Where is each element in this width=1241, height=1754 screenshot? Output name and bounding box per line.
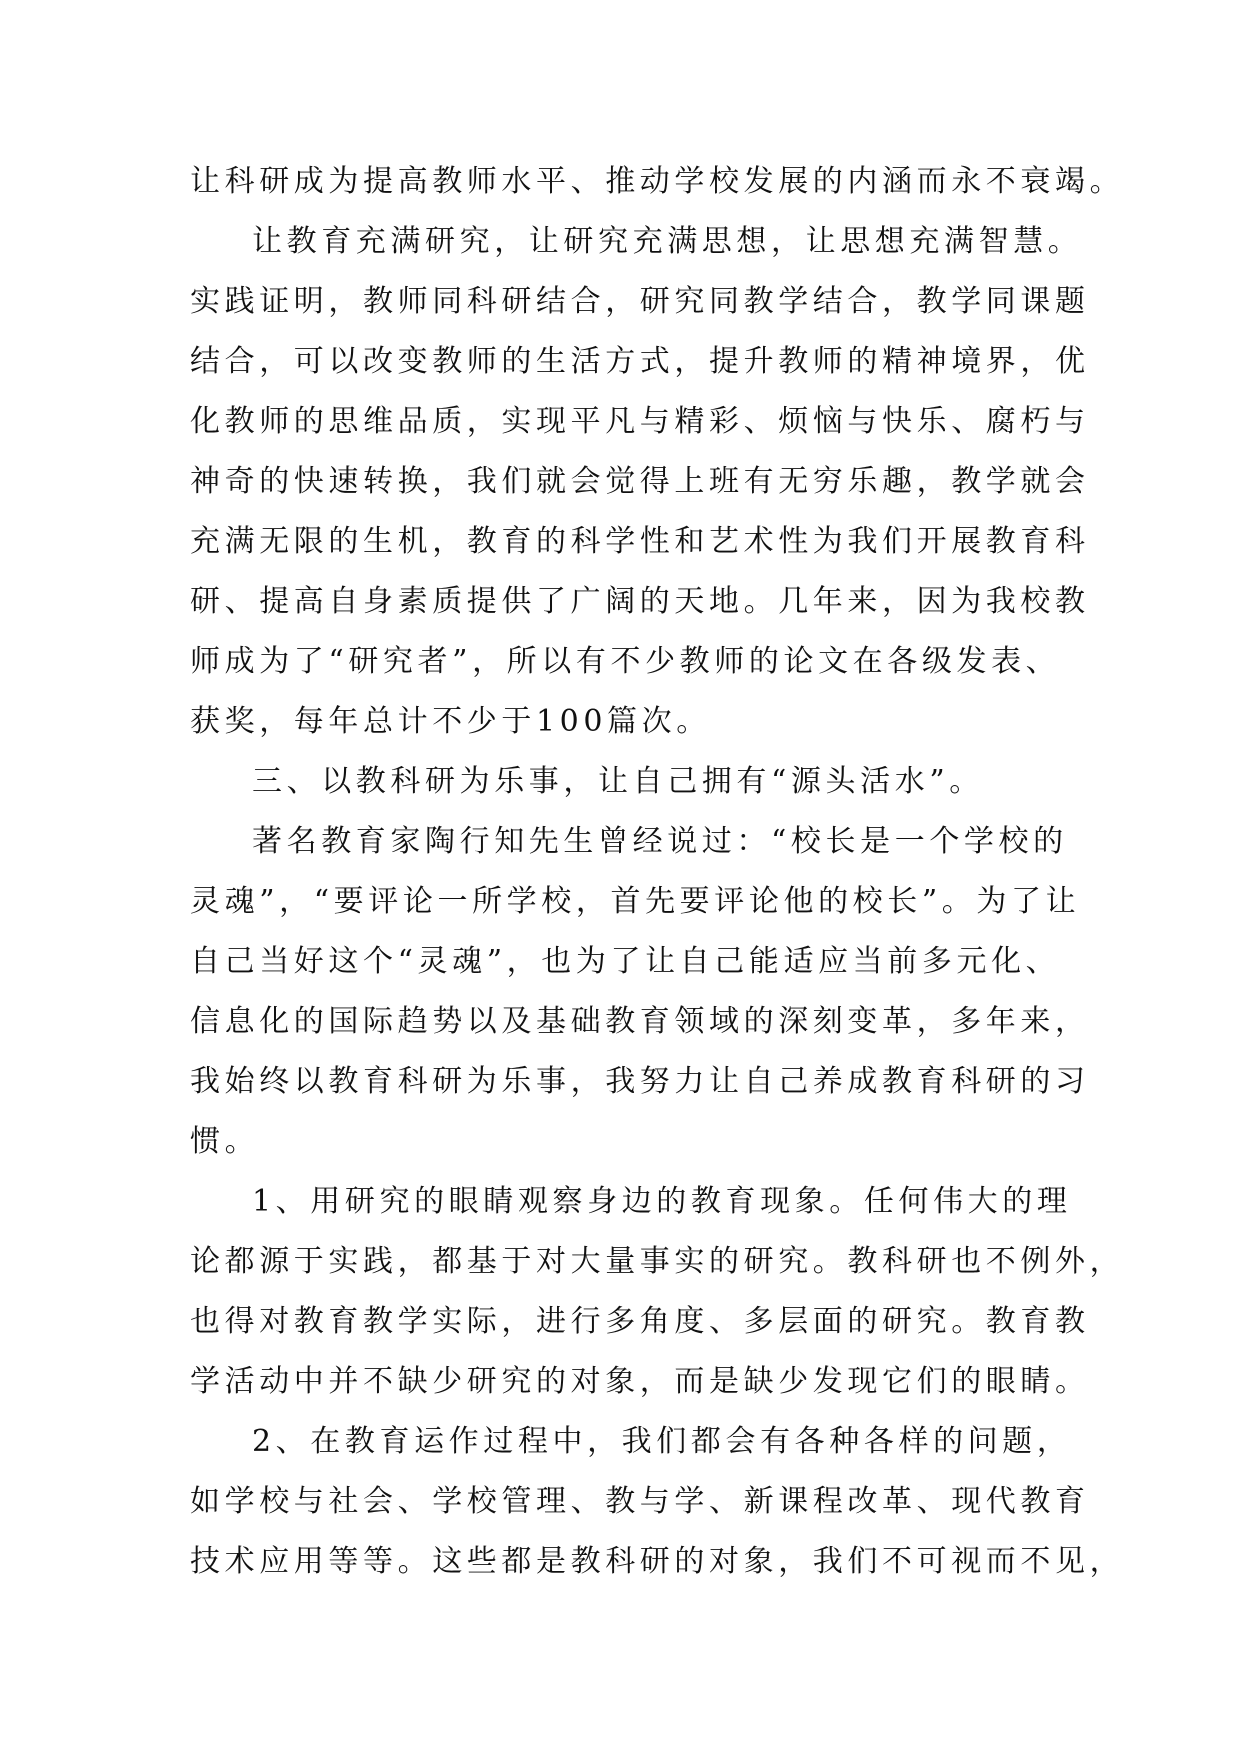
paragraph-first-line: 2、在教育运作过程中，我们都会有各种各样的问题，	[252, 1424, 1072, 1459]
text-line: 技术应用等等。这些都是教科研的对象，我们不可视而不见，	[190, 1544, 1125, 1579]
text-line: 也得对教育教学实际，进行多角度、多层面的研究。教育教	[190, 1304, 1090, 1339]
text-line: 自己当好这个“灵魂”，也为了让自己能适应当前多元化、	[190, 944, 1061, 979]
paragraph-first-line: 著名教育家陶行知先生曾经说过：“校长是一个学校的	[252, 824, 1068, 859]
paragraph-first-line: 让教育充满研究，让研究充满思想，让思想充满智慧。	[252, 224, 1083, 259]
text-line: 研、提高自身素质提供了广阔的天地。几年来，因为我校教	[190, 584, 1090, 619]
text-line: 充满无限的生机，教育的科学性和艺术性为我们开展教育科	[190, 524, 1090, 559]
text-line: 让科研成为提高教师水平、推动学校发展的内涵而永不衰竭。	[190, 164, 1125, 199]
text-line: 获奖，每年总计不少于100篇次。	[190, 704, 711, 739]
text-line: 实践证明，教师同科研结合，研究同教学结合，教学同课题	[190, 284, 1090, 319]
text-line: 论都源于实践，都基于对大量事实的研究。教科研也不例外，	[190, 1244, 1125, 1279]
paragraph-first-line: 1、用研究的眼睛观察身边的教育现象。任何伟大的理	[252, 1184, 1072, 1219]
text-line: 我始终以教育科研为乐事，我努力让自己养成教育科研的习	[190, 1064, 1090, 1099]
text-line: 神奇的快速转换，我们就会觉得上班有无穷乐趣，教学就会	[190, 464, 1090, 499]
text-line: 学活动中并不缺少研究的对象，而是缺少发现它们的眼睛。	[190, 1364, 1090, 1399]
text-line: 惯。	[190, 1124, 260, 1159]
text-line: 信息化的国际趋势以及基础教育领域的深刻变革，多年来，	[190, 1004, 1090, 1039]
text-line: 化教师的思维品质，实现平凡与精彩、烦恼与快乐、腐朽与	[190, 404, 1090, 439]
text-line: 如学校与社会、学校管理、教与学、新课程改革、现代教育	[190, 1484, 1090, 1519]
section-heading: 三、以教科研为乐事，让自己拥有“源头活水”。	[252, 764, 984, 799]
text-line: 灵魂”，“要评论一所学校，首先要评论他的校长”。为了让	[190, 884, 1081, 919]
text-line: 师成为了“研究者”，所以有不少教师的论文在各级发表、	[190, 644, 1061, 679]
text-line: 结合，可以改变教师的生活方式，提升教师的精神境界，优	[190, 344, 1090, 379]
